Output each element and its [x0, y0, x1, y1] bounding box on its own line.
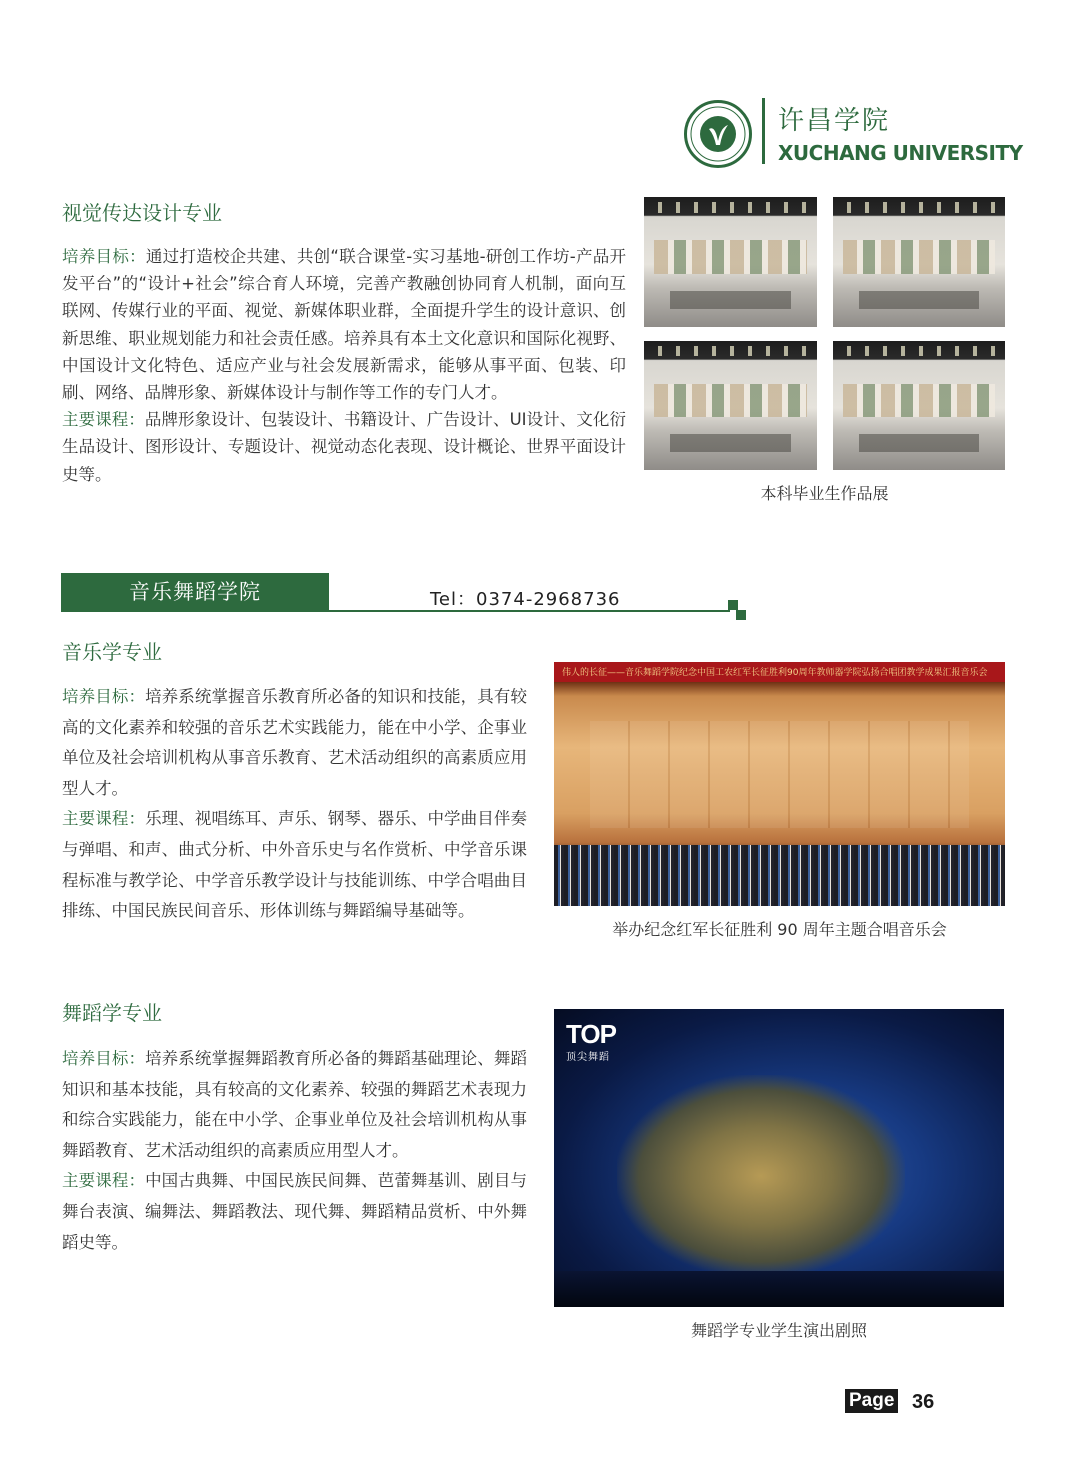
concert-banner-text: 伟人的长征——音乐舞蹈学院纪念中国工农红军长征胜利90周年教师器学院弘扬合唱团教学成果汇报音乐会	[562, 668, 988, 678]
section-decor-square	[736, 610, 746, 620]
dance-major-title: 舞蹈学专业	[62, 1001, 162, 1025]
music-major-title: 音乐学专业	[62, 640, 162, 664]
dance-major-text	[62, 1044, 527, 1258]
dance-caption: 舞蹈学专业学生演出剧照	[690, 1321, 867, 1340]
concert-caption: 举办纪念红军长征胜利 90 周年主题合唱音乐会	[612, 920, 947, 939]
course-text: 中国古典舞、中国民族民间舞、芭蕾舞基训、剧目与舞台表演、编舞法、舞蹈教法、现代舞、舞蹈精品赏析、中外舞蹈史等。	[62, 1171, 528, 1252]
course-text: 品牌形象设计、包装设计、书籍设计、广告设计、UI设计、文化衍生品设计、图形设计、专题设计、视觉动态化表现、设计概论、世界平面设计史等。	[62, 410, 626, 484]
exhibition-photo-2	[833, 197, 1005, 327]
section-divider-line	[329, 610, 730, 612]
exhibition-photo-1	[644, 197, 817, 327]
music-major-text	[62, 682, 527, 927]
course-label: 主要课程：	[62, 1171, 146, 1191]
goal-text: 培养系统掌握舞蹈教育所必备的舞蹈基础理论、舞蹈知识和基本技能，具有较高的文化素养、较强的舞蹈艺术表现力和综合实践能力，能在中小学、企事业单位及社会培训机构从事舞蹈教育、艺术活动组织的高素质应用型人才。	[62, 1049, 528, 1160]
course-label: 主要课程：	[62, 809, 146, 829]
university-seal	[684, 100, 752, 168]
section-decor-square	[728, 600, 738, 610]
page-number: 36	[912, 1391, 935, 1413]
visual-design-title: 视觉传达设计专业	[62, 201, 222, 225]
goal-label: 培养目标：	[62, 1049, 146, 1068]
university-name-cn: 许昌学院	[778, 106, 891, 136]
college-section-bar	[61, 573, 329, 612]
goal-text: 培养系统掌握音乐教育所必备的知识和技能，具有较高的文化素养和较强的音乐艺术实践能力，能在中小学、企事业单位及社会培训机构从事音乐教育、艺术活动组织的高素质应用型人才。	[62, 687, 528, 798]
goal-label: 培养目标：	[62, 247, 146, 266]
course-label: 主要课程：	[62, 410, 145, 430]
top-logo	[566, 1019, 616, 1063]
top-logo-subtext: 顶尖舞蹈	[566, 1052, 610, 1063]
exhibition-photo-4	[833, 341, 1005, 470]
exhibition-caption: 本科毕业生作品展	[760, 484, 889, 503]
course-text: 乐理、视唱练耳、声乐、钢琴、器乐、中学曲目伴奏与弹唱、和声、曲式分析、中外音乐史与名作赏析、中学音乐课程标准与教学论、中学音乐教学设计与技能训练、中学合唱曲目排练、中国民族民间音乐、形体训练与舞蹈编导基础等。	[62, 809, 528, 921]
logo-divider	[762, 98, 765, 164]
college-tel: Tel：0374-2968736	[430, 589, 621, 610]
page-label: Page	[845, 1389, 898, 1413]
choir-concert-photo	[554, 662, 1005, 906]
seal-emblem-icon	[687, 103, 749, 165]
exhibition-photo-3	[644, 341, 817, 470]
visual-design-text	[62, 243, 626, 488]
top-logo-text: TOP	[566, 1019, 616, 1049]
university-name-en: XUCHANG UNIVERSITY	[778, 141, 1023, 165]
dance-performance-photo	[554, 1009, 1004, 1307]
goal-text: 通过打造校企共建、共创“联合课堂-实习基地-研创工作坊-产品开发平台”的“设计+社会”综合育人环境，完善产教融创协同育人机制，面向互联网、传媒行业的平面、视觉、新媒体职业群，全面提升学生的设计意识、创新思维、职业规划能力和社会责任感。培养具有本土文化意识和国际化视野、中国设计文化特色、适应产业与社会发展新需求，能够从事平面、包装、印刷、网络、品牌形象、新媒体设计与制作等工作的专门人才。	[62, 247, 626, 403]
college-name: 音乐舞蹈学院	[129, 580, 261, 604]
goal-label: 培养目标：	[62, 687, 146, 706]
